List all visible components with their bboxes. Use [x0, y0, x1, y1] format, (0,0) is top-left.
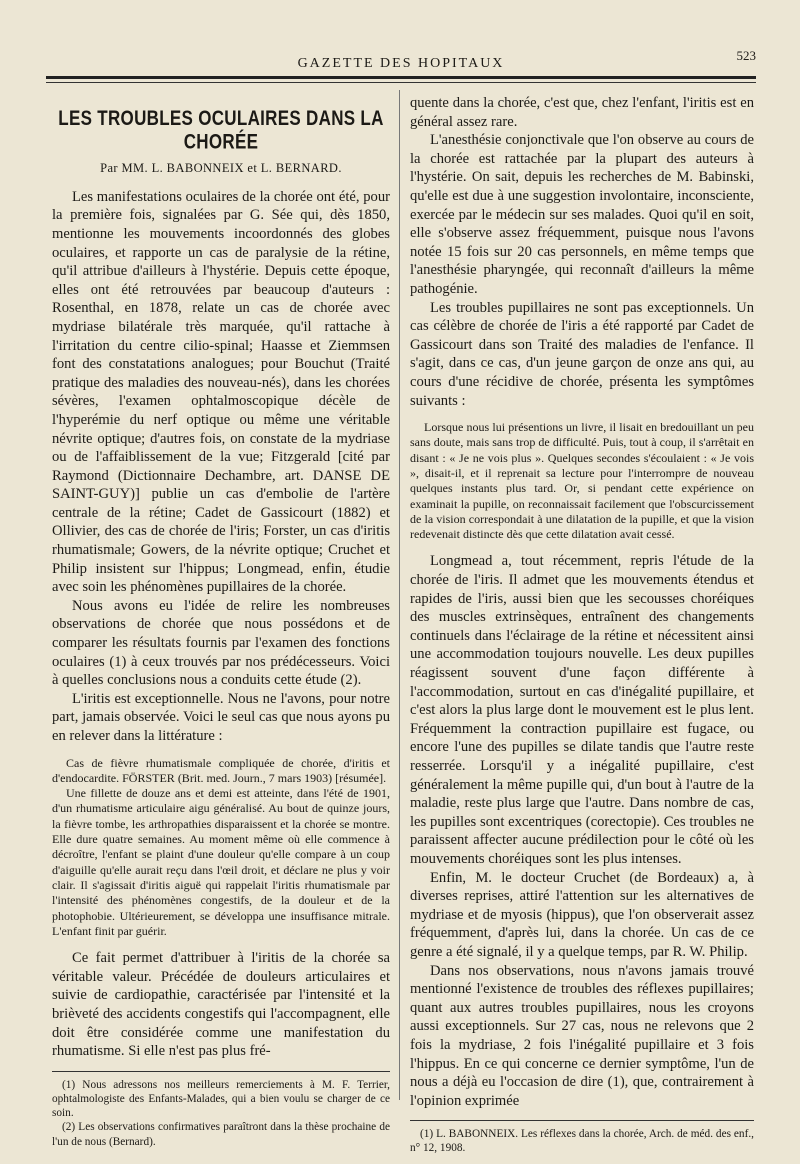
- paragraph: Les manifestations oculaires de la chorée ont été, pour la première fois, signalées par G. Sée qui, dès 1850, mentionne les mouvements incoordonnés des globes oculaires, et rapporte un cas de paralysie de la rétine, qu'il attribue d'ailleurs à l'hystérie. Depuis cette époque, elles ont été retrouvées par beaucoup d'auteurs : Rosenthal, en 1878, relate un cas de chorée avec mydriase bilatérale très marquée, qu'il rattache à l'irritation du centre cilio-spinal; Haasse et Ziemmsen font des constatations analogues; pour Bouchut (Traité pratique des maladies des nouveau-nés), dans les chorées sévères, l'examen ophtalmoscopique décèle de l'hyperémie du nerf optique ou même une véritable névrite optique; d'autres fois, on constate de la mydriase ou de l'affaiblissement de la vue; Fitzgerald [cité par Raymond (Dictionnaire Dechambre, art. DANSE DE SAINT-GUY)] publie un cas d'embolie de l'artère centrale de la rétine; Cadet de Gassicourt (1882) et Ollivier, des cas de chorée de l'iris; Forster, un cas d'iritis rhumatismale; Gowers, de la névrite optique; Cruchet et Philip insistent sur l'hippus; Longmead, enfin, étudie avec soin les phénomènes pupillaires de la chorée.: [52, 188, 390, 596]
- page-number: 523: [736, 48, 756, 63]
- journal-title: GAZETTE DES HOPITAUX: [297, 56, 505, 71]
- paragraph: L'anesthésie conjonctivale que l'on observe au cours de la chorée est rattachée par la plupart des auteurs à l'hystérie. On sait, depuis les recherches de M. Babinski, qu'elle est due à une suggestion involontaire, inconsciente, exercée par le médecin sur ses malades. Quoi qu'il en soit, elle s'observe assez fréquemment, puisque nous l'avons notée 15 fois sur 20 cas personnels, en même temps que l'anesthésie pharyngée, qui reconnaît d'ailleurs la même pathogénie.: [410, 132, 754, 297]
- article-authors: Par MM. L. BABONNEIX et L. BERNARD.: [100, 161, 342, 176]
- paragraph: quente dans la chorée, c'est que, chez l'enfant, l'iritis est en général assez rare.: [410, 95, 754, 130]
- paragraph: L'iritis est exceptionnelle. Nous ne l'avons, pour notre part, jamais observée. Voici le seul cas que nous ayons pu en relever dans la littérature :: [52, 690, 390, 744]
- footnote: (1) Nous adressons nos meilleurs remerciements à M. F. Terrier, ophtalmologiste des Enfants-Malades, qui a bien voulu se charger de ce soin.: [52, 1078, 390, 1120]
- paragraph: Enfin, M. le docteur Cruchet (de Bordeaux) a, à diverses reprises, attiré l'attention sur les alternatives de mydriase et de myosis (hippus), que l'on observerait assez fréquemment, d'après lui, dans la chorée. Un cas de ce genre a été signalé, il y a quelque temps, par R. W. Philip.: [410, 869, 754, 960]
- footnotes: [52, 1078, 390, 1149]
- footnote: (2) Les observations confirmatives paraîtront dans la thèse prochaine de l'un de nous (Bernard).: [52, 1121, 390, 1148]
- running-header: [46, 48, 756, 74]
- right-column: [410, 94, 754, 1156]
- column-divider: [399, 90, 400, 1100]
- left-column: [52, 94, 390, 1149]
- case-heading: Cas de fièvre rhumatismale compliquée de chorée, d'iritis et d'endocardite. FÖRSTER (Brit. med. Journ., 7 mars 1903) [résumée].: [52, 755, 390, 785]
- paragraph: Longmead a, tout récemment, repris l'étude de la chorée de l'iris. Il admet que les mouvements étendus et rapides de l'iris, aussi bien que les secousses choréiques des muscles extrinsèques, entraînent des changements continuels dans l'éclairage de la rétine et nécessitent ainsi une accommodation toujours nouvelle. Les deux pupilles réagissent souvent d'une façon différente à l'accommodation, surtout en cas d'inégalité pupillaire, et c'est alors la plus large dont le mouvement est le plus lent. Fréquemment la contraction pupillaire est fugace, ou encore l'une des pupilles se dilate tandis que l'autre reste resserrée. Lorsqu'il y a inégalité pupillaire, c'est généralement la même pupille qui, d'un bout à l'autre de la maladie, reste plus large que l'autre. Dans nombre de cas, les pupilles sont excentriques (corectopie). Ces troubles ne paraissent affecter aucune prédilection pour le côté où les mouvements choréiques sont les plus intenses.: [410, 553, 754, 867]
- paragraph: Les troubles pupillaires ne sont pas exceptionnels. Un cas célèbre de chorée de l'iris a été rapporté par Cadet de Gassicourt dans son Traité des maladies de l'enfance. Il s'agit, dans ce cas, d'un jeune garçon de onze ans qui, au cours d'une récidive de chorée, présenta les symptômes suivants :: [410, 299, 754, 409]
- header-rule-thin: [46, 82, 756, 83]
- footnote: (1) L. BABONNEIX. Les réflexes dans la chorée, Arch. de méd. des enf., n° 12, 1908.: [410, 1128, 754, 1155]
- paragraph: Dans nos observations, nous n'avons jamais trouvé mentionné l'existence de troubles des réflexes pupillaires; quant aux autres troubles pupillaires, nous les croyons aussi exceptionnels. Sur 27 cas, nous ne relevons que 2 fois la mydriase, 2 fois l'inégalité pupillaire et 3 fois l'hippus. En ce qui concerne ce dernier symptôme, l'un de nous a déjà eu l'occasion de dire (1), que, contrairement à l'opinion exprimée: [410, 962, 754, 1109]
- article-title: LES TROUBLES OCULAIRES DANS LA CHORÉE: [58, 106, 384, 154]
- footnotes: [410, 1127, 754, 1155]
- paragraph: Ce fait permet d'attribuer à l'iritis de la chorée sa véritable valeur. Précédée de douleurs articulaires et suivie de cardiopathie, caractérisée par l'intensité et la brièveté des accidents congestifs qui l'accompagnent, elle doit être considérée comme une manifestation du rhumatisme. Si elle n'est pas plus fré-: [52, 950, 390, 1060]
- footnote-rule: [52, 1071, 390, 1072]
- case-body: Une fillette de douze ans et demi est atteinte, dans l'été de 1901, d'un rhumatisme articulaire aigu généralisé. Au bout de quinze jours, la fièvre tombe, les arthropathies disparaissent et la chorée se montre. Elle dure quatre semaines. Au moment même où elle commence à décroître, l'enfant se plaint d'une douleur qu'elle compare à un coup d'aiguille qu'elle aurait reçu dans l'œil droit, et déclare ne plus y voir clair. Il s'agissait d'iritis aiguë qui rappelait l'iritis rhumatismale par l'intensité des phénomènes congestifs, de la douleur et de la photophobie. Ultérieurement, se développa une insuffisance mitrale. L'enfant finit par guérir.: [52, 786, 390, 938]
- case-report: [52, 756, 390, 940]
- header-rule-thick: [46, 76, 756, 79]
- quote-text: Lorsque nous lui présentions un livre, il lisait en bredouillant un peu sans doute, mais sans trop de difficulté. Puis, tout à coup, il s'arrêtait en disant : « Je ne vois plus ». Quelques secondes s'écoulaient : « Je vois », disait-il, et il reprenait sa lecture pour l'interrompre de nouveau quelques instants plus tard. Or, si pendant cette expérience on examinait la pupille, on reconnaissait facilement que l'obscurcissement de la vision correspondait à une dilatation de la pupille, et que la vision redevenait distincte dès que cette dilatation avait cessé.: [410, 420, 754, 542]
- footnote-rule: [410, 1120, 754, 1121]
- quoted-observation: [410, 420, 754, 542]
- paragraph: Nous avons eu l'idée de relire les nombreuses observations de chorée que nous possédons et de comparer les résultats fournis par l'examen des fonctions oculaires (1) à ceux trouvés par nos prédécesseurs. Voici à quelles conclusions nous a conduits cette étude (2).: [52, 597, 390, 689]
